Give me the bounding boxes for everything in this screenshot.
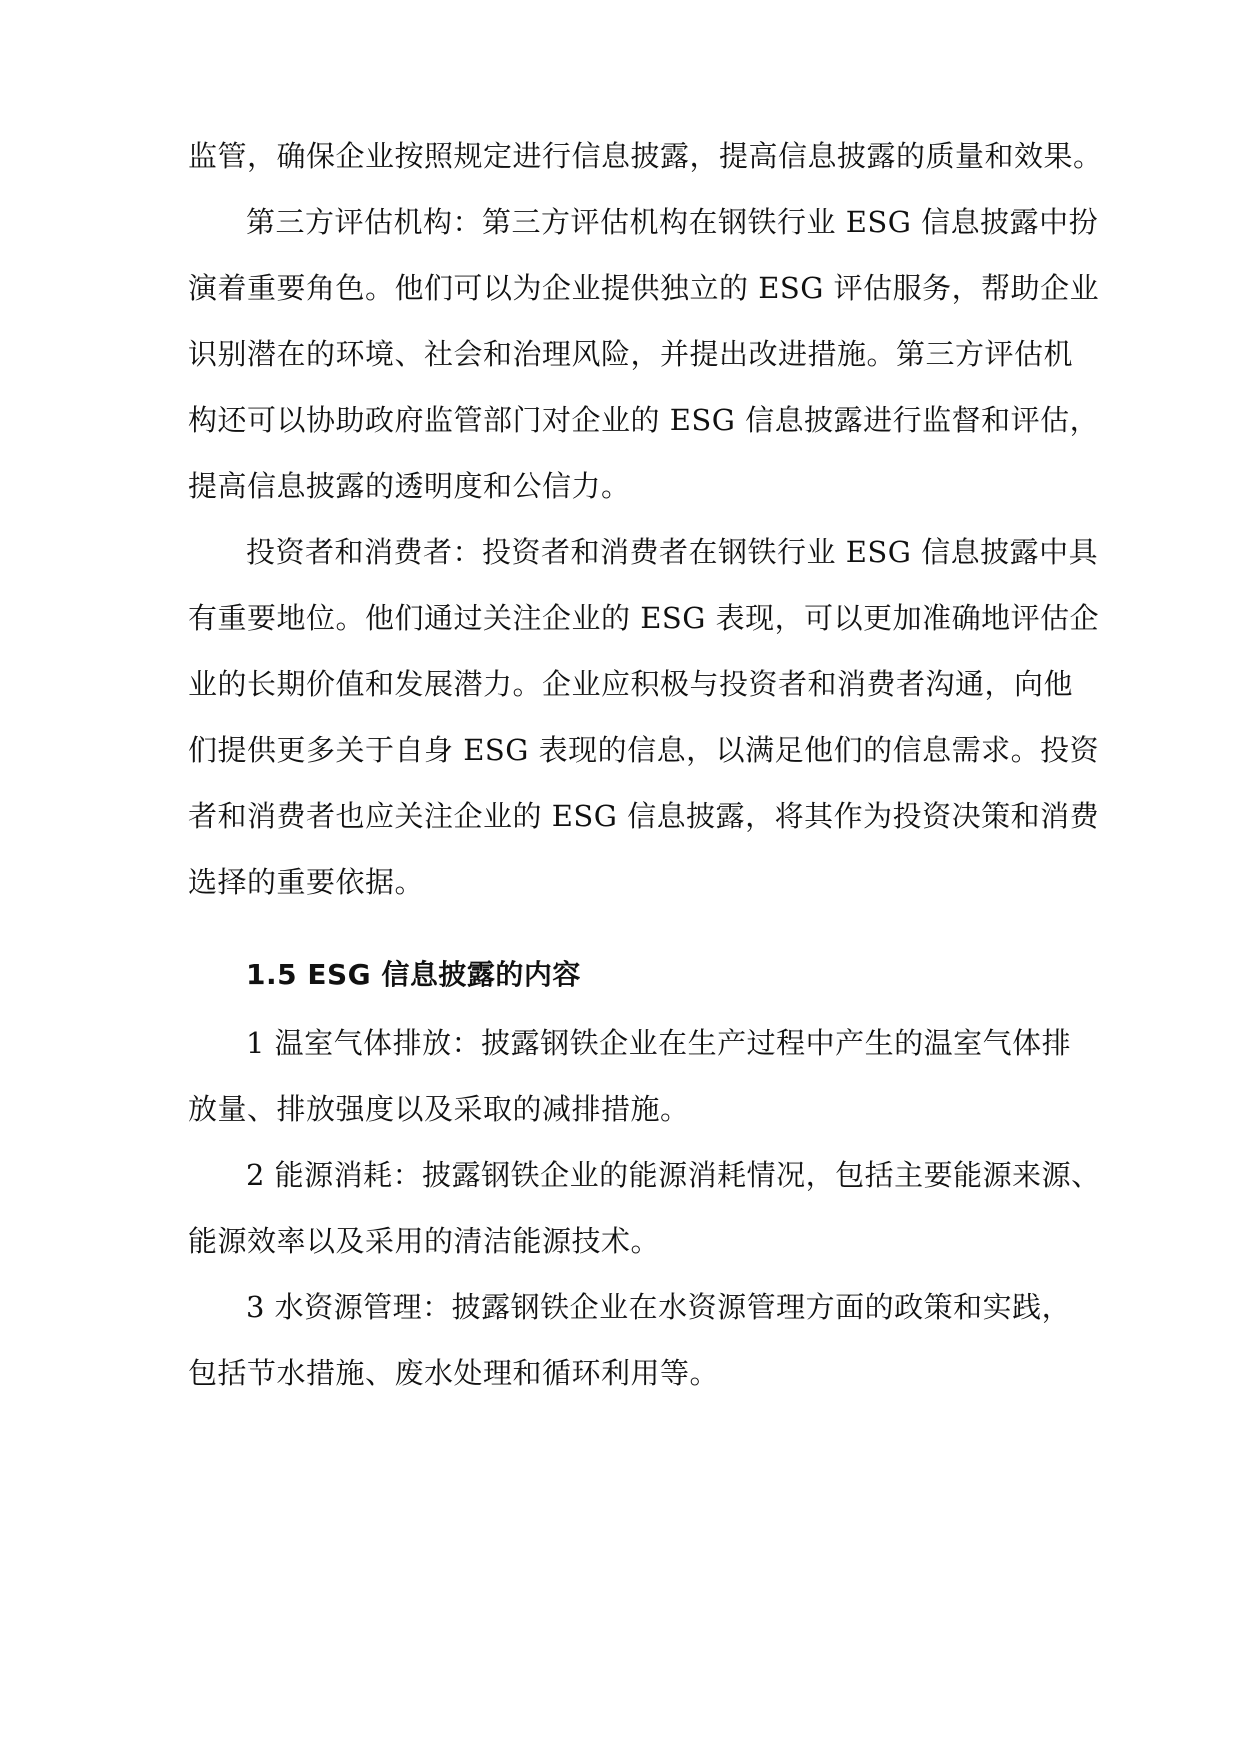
paragraph-line: 选择的重要依据。 bbox=[188, 865, 425, 899]
section-heading: 1.5 ESG 信息披露的内容 bbox=[246, 958, 581, 991]
list-item-line: 3 水资源管理：披露钢铁企业在水资源管理方面的政策和实践， bbox=[246, 1290, 1072, 1324]
paragraph-line: 们提供更多关于自身 ESG 表现的信息，以满足他们的信息需求。投资 bbox=[188, 733, 1100, 767]
paragraph-line: 监管，确保企业按照规定进行信息披露，提高信息披露的质量和效果。 bbox=[188, 139, 1103, 173]
list-item-line: 放量、排放强度以及采取的减排措施。 bbox=[188, 1092, 690, 1126]
paragraph-line: 第三方评估机构：第三方评估机构在钢铁行业 ESG 信息披露中扮 bbox=[246, 205, 1099, 239]
paragraph-line: 构还可以协助政府监管部门对企业的 ESG 信息披露进行监督和评估， bbox=[188, 403, 1100, 437]
list-item-line: 包括节水措施、废水处理和循环利用等。 bbox=[188, 1356, 720, 1390]
list-item-line: 2 能源消耗：披露钢铁企业的能源消耗情况，包括主要能源来源、 bbox=[246, 1158, 1101, 1192]
paragraph-line: 演着重要角色。他们可以为企业提供独立的 ESG 评估服务，帮助企业 bbox=[188, 271, 1100, 305]
paragraph-line: 者和消费者也应关注企业的 ESG 信息披露，将其作为投资决策和消费 bbox=[188, 799, 1100, 833]
list-item-line: 能源效率以及采用的清洁能源技术。 bbox=[188, 1224, 661, 1258]
paragraph-line: 业的长期价值和发展潜力。企业应积极与投资者和消费者沟通，向他 bbox=[188, 667, 1074, 701]
list-item-line: 1 温室气体排放：披露钢铁企业在生产过程中产生的温室气体排 bbox=[246, 1026, 1072, 1060]
paragraph-line: 投资者和消费者：投资者和消费者在钢铁行业 ESG 信息披露中具 bbox=[246, 535, 1099, 569]
paragraph-line: 有重要地位。他们通过关注企业的 ESG 表现，可以更加准确地评估企 bbox=[188, 601, 1100, 635]
paragraph-line: 识别潜在的环境、社会和治理风险，并提出改进措施。第三方评估机 bbox=[188, 337, 1074, 371]
paragraph-line: 提高信息披露的透明度和公信力。 bbox=[188, 469, 631, 503]
